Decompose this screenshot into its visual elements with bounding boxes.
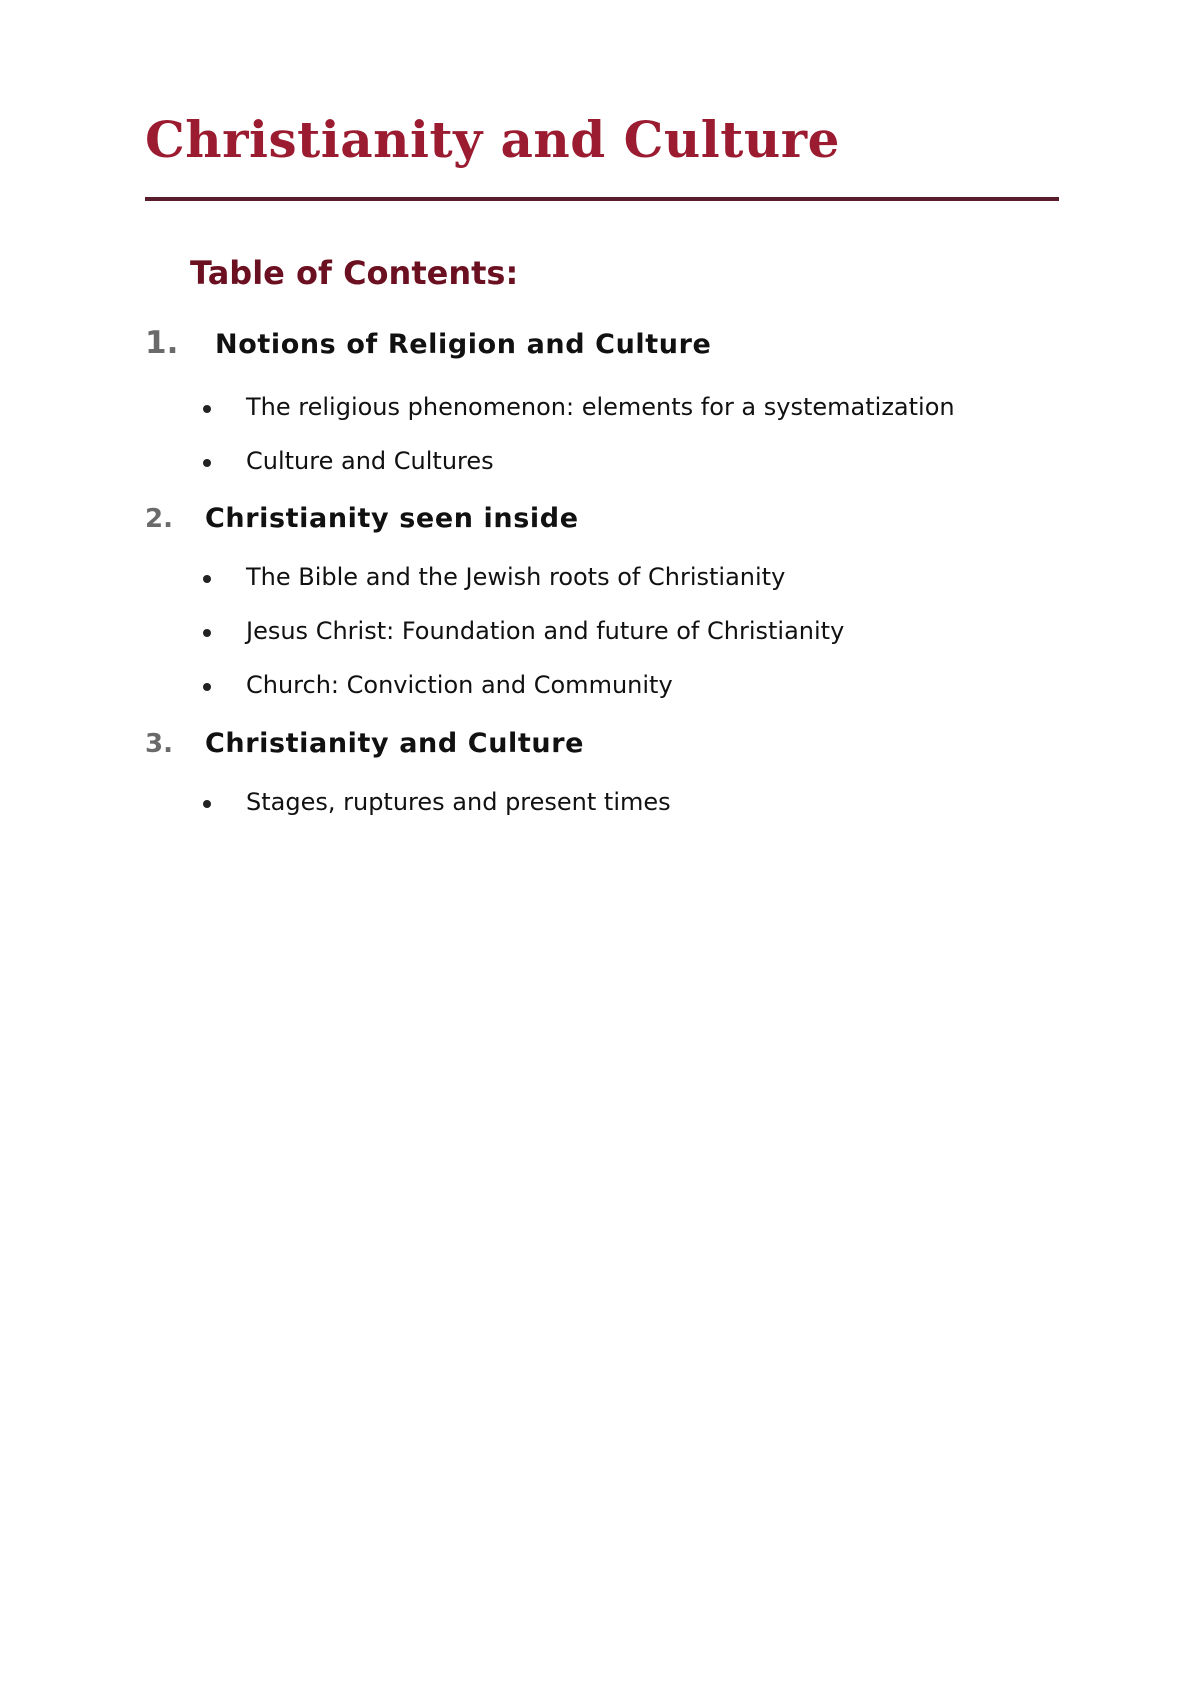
bullet-icon — [203, 629, 211, 637]
subitem-label: Culture and Cultures — [246, 447, 494, 475]
toc-heading: Table of Contents: — [190, 254, 519, 292]
section-number: 1. — [145, 325, 179, 361]
subitem-label: Stages, ruptures and present times — [246, 788, 671, 816]
section-title: Notions of Religion and Culture — [215, 329, 712, 360]
section-title: Christianity seen inside — [205, 503, 579, 534]
subitem-label: Jesus Christ: Foundation and future of Christianity — [246, 617, 845, 645]
subitem-label: The Bible and the Jewish roots of Christianity — [246, 563, 786, 591]
bullet-icon — [203, 459, 211, 467]
bullet-icon — [203, 683, 211, 691]
document-title: Christianity and Culture — [145, 110, 840, 169]
subitem-label: Church: Conviction and Community — [246, 671, 673, 699]
bullet-icon — [203, 575, 211, 583]
subitem-label: The religious phenomenon: elements for a systematization — [246, 393, 955, 421]
section-number: 2. — [145, 504, 173, 534]
title-divider — [145, 197, 1059, 201]
section-number: 3. — [145, 729, 173, 759]
section-title: Christianity and Culture — [205, 728, 585, 759]
bullet-icon — [203, 800, 211, 808]
bullet-icon — [203, 405, 211, 413]
